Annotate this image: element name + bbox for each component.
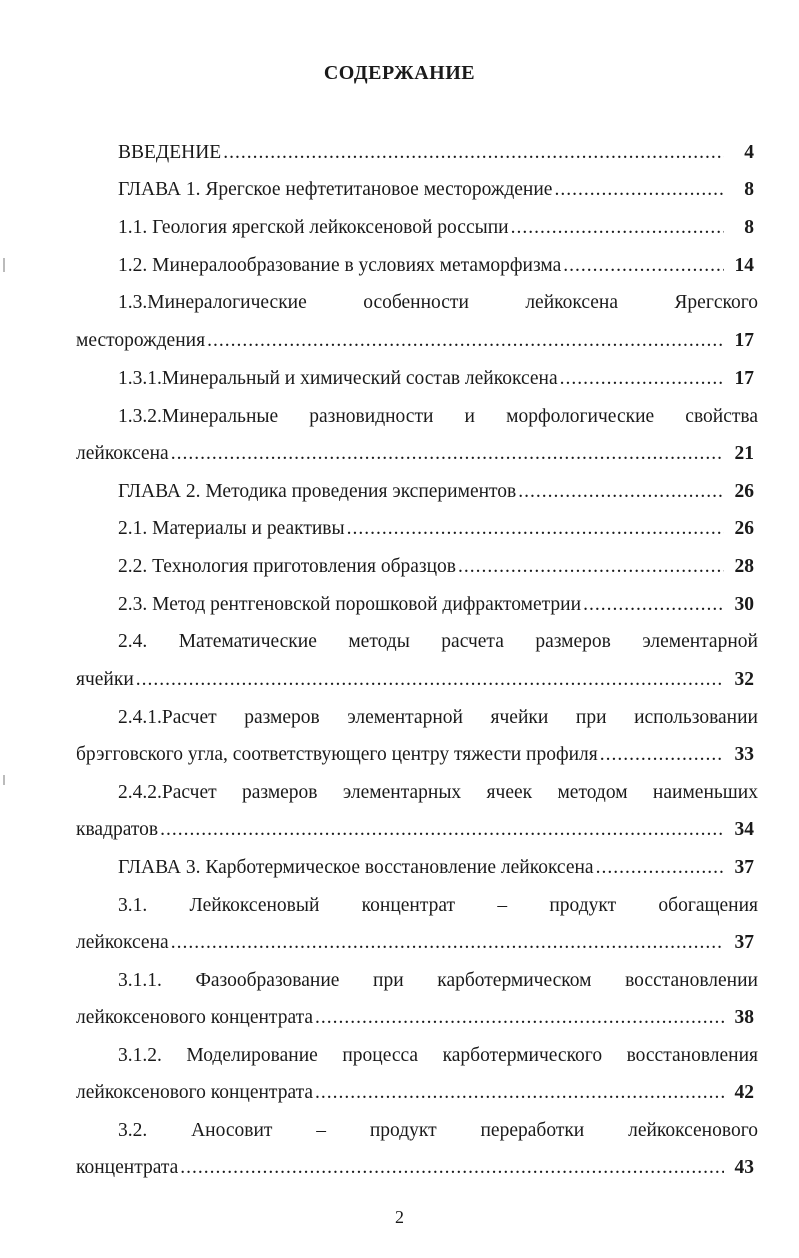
toc-word: продукт	[369, 1120, 437, 1141]
scan-margin-mark	[3, 775, 5, 785]
toc-entry-2-4-1-line-1	[118, 705, 758, 731]
dot-leader	[511, 215, 724, 241]
dot-leader	[560, 366, 724, 392]
toc-entry-text: лейкоксенового концентрата	[76, 1082, 314, 1103]
toc-word: процесса	[342, 1045, 419, 1066]
toc-entry-text: 2.3. Метод рентгеновской порошковой дифрактометрии	[118, 594, 582, 615]
page-number: 2	[395, 1207, 404, 1227]
toc-entry-2-3	[118, 592, 754, 618]
toc-entry-chapter-2	[118, 479, 754, 505]
toc-entry-text: лейкоксена	[76, 932, 169, 953]
toc-entry-text: месторождения	[76, 330, 206, 351]
toc-word: ячеек	[486, 782, 533, 803]
toc-page-number: 17	[734, 368, 754, 389]
toc-entry-3-1-1-line-2	[76, 1005, 754, 1031]
toc-word: ячейки	[490, 707, 549, 728]
dot-leader	[554, 177, 724, 203]
page-title: СОДЕРЖАНИЕ	[323, 62, 476, 84]
dot-leader	[518, 479, 724, 505]
toc-page-number: 30	[734, 594, 754, 615]
toc-entry-text: ячейки	[76, 669, 134, 690]
toc-word: Моделирование	[186, 1045, 318, 1066]
toc-page-number: 32	[734, 669, 754, 690]
dot-leader	[563, 253, 724, 279]
toc-word: методы	[348, 631, 410, 652]
toc-word: элементарных	[342, 782, 462, 803]
toc-word: –	[497, 895, 508, 916]
toc-entry-2-2	[118, 554, 754, 580]
toc-word: 3.2.	[118, 1120, 148, 1141]
toc-word: карботермического	[442, 1045, 603, 1066]
toc-entry-text: 2.2. Технология приготовления образцов	[118, 556, 456, 577]
toc-entry-text: 2.1. Материалы и реактивы	[118, 518, 345, 539]
toc-entry-intro	[118, 140, 754, 166]
toc-word: расчета	[441, 631, 504, 652]
toc-entry-text: лейкоксенового концентрата	[76, 1007, 314, 1028]
toc-page-number: 37	[734, 857, 754, 878]
toc-page-number: 38	[734, 1007, 754, 1028]
dot-leader	[596, 855, 724, 881]
toc-entry-3-1-2-line-2	[76, 1080, 754, 1106]
toc-word: обогащения	[658, 895, 758, 916]
dot-leader	[315, 1005, 724, 1031]
toc-entry-3-2-line-2	[76, 1155, 754, 1181]
toc-entry-1-3-line-1	[118, 290, 758, 316]
toc-entry-1-1	[118, 215, 754, 241]
toc-word: 2.4.	[118, 631, 148, 652]
toc-word: карботермическом	[437, 970, 592, 991]
toc-entry-text: ГЛАВА 2. Методика проведения экспериментов	[118, 481, 517, 502]
toc-word: –	[316, 1120, 327, 1141]
toc-entry-text: лейкоксена	[76, 443, 169, 464]
toc-word: Математические	[178, 631, 317, 652]
toc-entry-2-4-1-line-2	[76, 742, 754, 768]
scan-margin-mark	[3, 258, 5, 272]
toc-word: 1.3.Минералогические	[118, 292, 307, 313]
toc-entry-2-4-2-line-2	[76, 817, 754, 843]
dot-leader	[171, 441, 724, 467]
toc-entry-text: брэгговского угла, соответствующего центру тяжести профиля	[76, 744, 598, 765]
toc-entry-1-3-2-line-1	[118, 404, 758, 430]
toc-page-number: 26	[734, 481, 754, 502]
dot-leader	[600, 742, 724, 768]
toc-entry-3-1-line-1	[118, 893, 758, 919]
toc-entry-chapter-1	[118, 177, 754, 203]
toc-word: Фазообразование	[195, 970, 340, 991]
toc-word: при	[575, 707, 607, 728]
dot-leader	[347, 516, 724, 542]
toc-entry-1-3-line-2	[76, 328, 754, 354]
toc-word: восстановлении	[625, 970, 758, 991]
toc-word: лейкоксенового	[628, 1120, 758, 1141]
toc-entry-text: 1.3.1.Минеральный и химический состав лейкоксена	[118, 368, 558, 389]
toc-page-number: 17	[734, 330, 754, 351]
toc-entry-text: 1.2. Минералообразование в условиях метаморфизма	[118, 255, 562, 276]
toc-entry-text: квадратов	[76, 819, 159, 840]
toc-page-number: 42	[734, 1082, 754, 1103]
toc-entry-text: ГЛАВА 3. Карботермическое восстановление лейкоксена	[118, 857, 594, 878]
toc-word: размеров	[244, 707, 320, 728]
dot-leader	[180, 1155, 724, 1181]
toc-word: Ярегского	[674, 292, 758, 313]
toc-entry-text: концентрата	[76, 1157, 179, 1178]
toc-entry-2-4-2-line-1	[118, 780, 758, 806]
toc-word: и	[464, 406, 475, 427]
toc-entry-2-1	[118, 516, 754, 542]
toc-word: размеров	[241, 782, 318, 803]
dot-leader	[160, 817, 724, 843]
toc-entry-3-1-2-line-1	[118, 1043, 758, 1069]
toc-word: 3.1.	[118, 895, 148, 916]
toc-page-number: 4	[744, 142, 754, 163]
toc-page-number: 14	[734, 255, 754, 276]
toc-page-number: 34	[734, 819, 754, 840]
dot-leader	[207, 328, 724, 354]
toc-word: лейкоксена	[525, 292, 618, 313]
toc-entry-3-1-line-2	[76, 930, 754, 956]
toc-word: продукт	[549, 895, 617, 916]
toc-entry-text: ВВЕДЕНИЕ	[118, 142, 222, 163]
dot-leader	[583, 592, 724, 618]
toc-entry-2-4-line-2	[76, 667, 754, 693]
toc-word: использовании	[634, 707, 758, 728]
toc-entry-text: ГЛАВА 1. Ярегское нефтетитановое месторождение	[118, 179, 553, 200]
toc-page-number: 8	[744, 217, 754, 238]
dot-leader	[136, 667, 724, 693]
toc-page-number: 26	[734, 518, 754, 539]
toc-page-number: 21	[734, 443, 754, 464]
toc-entry-3-1-1-line-1	[118, 968, 758, 994]
toc-entry-1-3-1	[118, 366, 754, 392]
toc-word: при	[373, 970, 404, 991]
toc-word: 3.1.2.	[118, 1045, 162, 1066]
toc-word: свойства	[685, 406, 758, 427]
dot-leader	[171, 930, 724, 956]
toc-word: 2.4.1.Расчет	[118, 707, 217, 728]
dot-leader	[458, 554, 724, 580]
toc-word: концентрат	[361, 895, 456, 916]
toc-word: 1.3.2.Минеральные	[118, 406, 279, 427]
toc-page-number: 8	[744, 179, 754, 200]
toc-entry-1-2	[118, 253, 754, 279]
toc-entry-1-3-2-line-2	[76, 441, 754, 467]
dot-leader	[315, 1080, 724, 1106]
toc-word: 2.4.2.Расчет	[118, 782, 217, 803]
toc-page-number: 37	[734, 932, 754, 953]
toc-word: восстановления	[626, 1045, 758, 1066]
toc-page-number: 33	[734, 744, 754, 765]
toc-word: морфологические	[506, 406, 655, 427]
toc-entry-3-2-line-1	[118, 1118, 758, 1144]
toc-word: разновидности	[309, 406, 434, 427]
dot-leader	[223, 140, 724, 166]
toc-word: 3.1.1.	[118, 970, 162, 991]
toc-page-number: 28	[734, 556, 754, 577]
toc-entry-text: 1.1. Геология ярегской лейкоксеновой россыпи	[118, 217, 509, 238]
toc-page-number: 43	[734, 1157, 754, 1178]
toc-word: особенности	[363, 292, 469, 313]
toc-word: элементарной	[347, 707, 463, 728]
toc-word: элементарной	[642, 631, 758, 652]
toc-word: размеров	[535, 631, 611, 652]
toc-entry-2-4-line-1	[118, 629, 758, 655]
toc-word: Лейкоксеновый	[189, 895, 320, 916]
toc-word: Аносовит	[191, 1120, 273, 1141]
toc-word: переработки	[480, 1120, 585, 1141]
toc-word: наименьших	[652, 782, 758, 803]
toc-entry-chapter-3	[118, 855, 754, 881]
toc-word: методом	[557, 782, 628, 803]
